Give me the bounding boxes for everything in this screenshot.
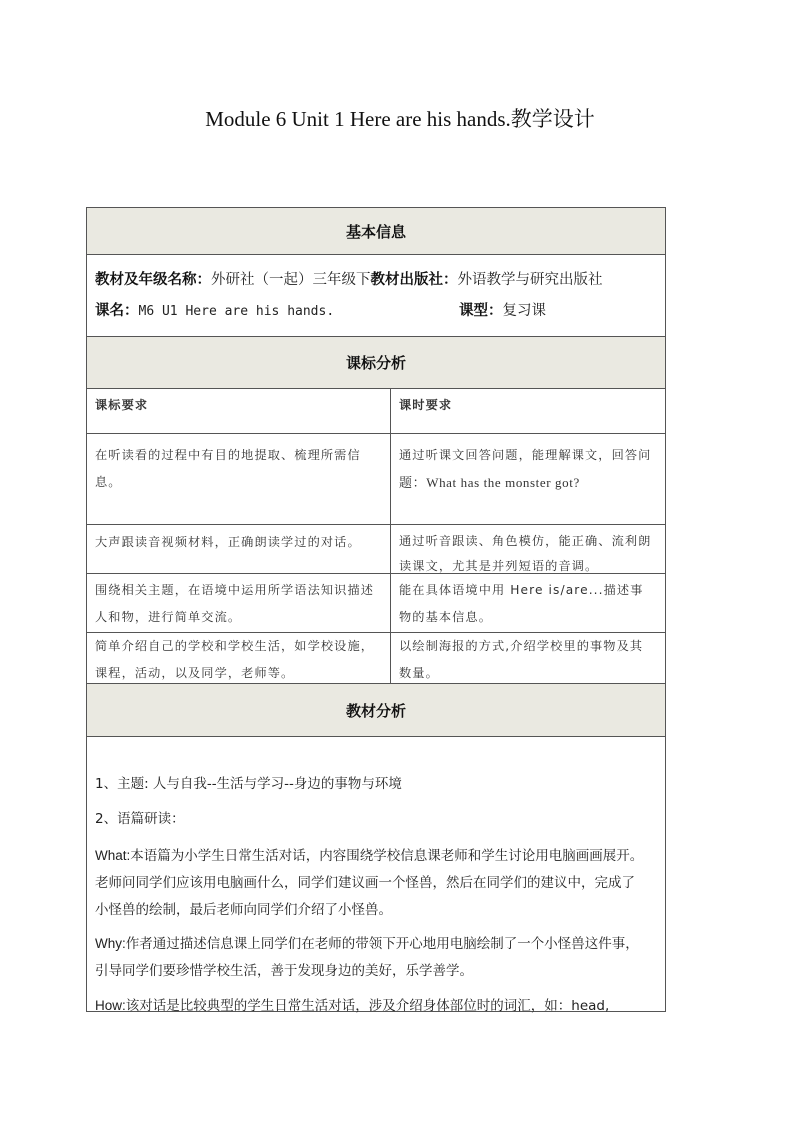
how-label: How: xyxy=(95,998,126,1013)
text-study-item: 2、语篇研读： xyxy=(95,811,185,827)
curriculum-header: 课标分析 xyxy=(345,354,406,372)
type-value: 复习课 xyxy=(502,303,546,319)
lesson-label: 课名： xyxy=(95,303,139,319)
lesson-value: M6 U1 Here are his hands. xyxy=(138,304,335,319)
curriculum-row xyxy=(87,434,665,525)
standard-requirement-cell: 大声跟读音视频材料，正确朗读学过的对话。 xyxy=(87,525,391,573)
curriculum-row xyxy=(87,525,665,574)
basic-info-header: 基本信息 xyxy=(345,222,406,241)
lesson-requirement-cell: 通过听音跟读、角色模仿，能正确、流利朗 读课文，尤其是并列短语的音调。 xyxy=(399,534,652,573)
curriculum-column-headers xyxy=(87,389,665,434)
basic-info-row xyxy=(87,255,665,337)
basic-info-header-row xyxy=(87,208,665,255)
textbook-value: 外研社（一起）三年级下 xyxy=(211,272,371,288)
publisher-value: 外语教学与研究出版社 xyxy=(457,272,603,288)
what-paragraph: What:本语篇为小学生日常生活对话，内容围绕学校信息课老师和学生讨论用电脑画画展开。 老师问同学们应该用电脑画什么，同学们建议画一个怪兽，然后在同学们的建议中，完成了 小怪兽的绘制，最后老师向同学们介绍了小怪兽。 xyxy=(95,848,644,918)
standard-requirement-header: 课标要求 xyxy=(87,389,391,433)
textbook-line xyxy=(95,268,603,289)
standard-requirement-cell: 围绕相关主题，在语境中运用所学语法知识描述 人和物，进行简单交流。 xyxy=(87,574,391,632)
lesson-type xyxy=(459,299,546,320)
document-title: Module 6 Unit 1 Here are his hands.教学设计 xyxy=(205,107,595,131)
type-label: 课型： xyxy=(459,303,503,319)
standard-requirement-cell: 在听读看的过程中有目的地提取、梳理所需信 息。 xyxy=(87,434,391,524)
why-paragraph: Why:作者通过描述信息课上同学们在老师的带领下开心地用电脑绘制了一个小怪兽这件事， 引导同学们要珍惜学校生活，善于发现身边的美好，乐学善学。 xyxy=(95,936,639,979)
how-paragraph: How:该对话是比较典型的学生日常生活对话，涉及介绍身体部位时的词汇，如：head, xyxy=(95,998,610,1014)
material-header: 教材分析 xyxy=(345,701,406,720)
what-label: What: xyxy=(95,848,131,863)
lesson-requirement-cell: 以绘制海报的方式,介绍学校里的事物及其 数量。 xyxy=(399,639,644,680)
curriculum-row xyxy=(87,633,665,684)
curriculum-header-row xyxy=(87,337,665,389)
theme-item: 1、主题: 人与自我--生活与学习--身边的事物与环境 xyxy=(95,776,402,792)
standard-requirement-cell: 简单介绍自己的学校和学校生活，如学校设施， 课程，活动，以及同学，老师等。 xyxy=(87,633,391,683)
lesson-requirement-header: 课时要求 xyxy=(399,398,453,412)
lesson-requirement-cell: 能在具体语境中用 Here is/are...描述事 物的基本信息。 xyxy=(399,583,644,624)
material-header-row xyxy=(87,684,665,737)
lesson-requirement-cell: 通过听课文回答问题，能理解课文，回答问 题：What has the monster got? xyxy=(399,448,652,490)
lesson-plan-table xyxy=(86,207,666,1012)
material-analysis-body xyxy=(87,737,665,1014)
curriculum-row xyxy=(87,574,665,633)
why-label: Why: xyxy=(95,936,126,951)
publisher-label: 教材出版社： xyxy=(370,272,458,288)
textbook-label: 教材及年级名称： xyxy=(95,272,211,288)
lesson-line xyxy=(95,299,655,320)
